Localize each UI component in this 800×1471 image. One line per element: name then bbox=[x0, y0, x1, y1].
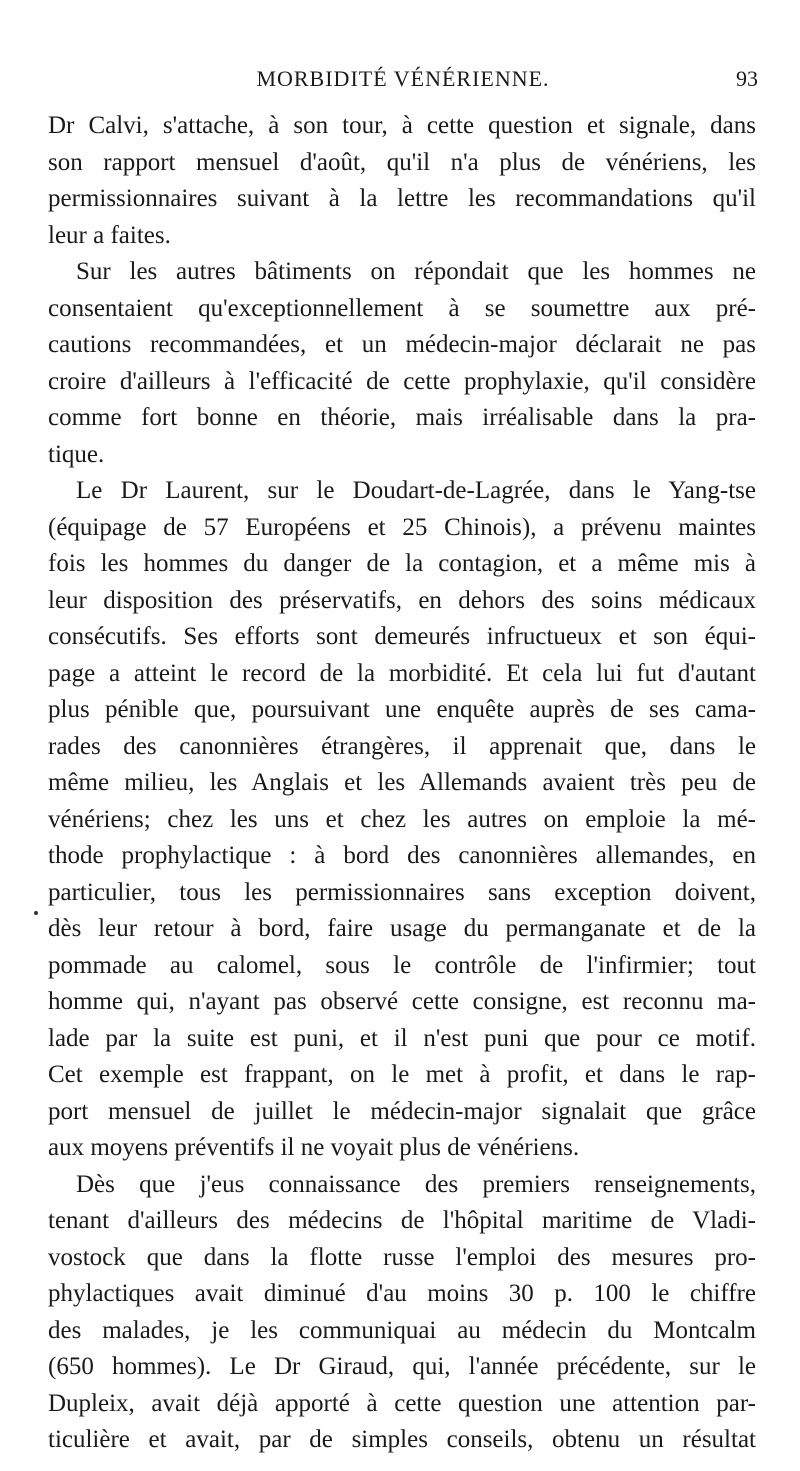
text-line: thode prophylactique : à bord des canonnières allemandes, en bbox=[48, 842, 756, 869]
text-line: pommade au calomel, sous le contrôle de l'infirmier; tout bbox=[48, 951, 756, 979]
text-line: fois les hommes du danger de la contagion, et a même mis à bbox=[48, 550, 756, 577]
text-line: vostock que dans la flotte russe l'emploi des mesures pro- bbox=[48, 1243, 756, 1271]
text-line: cautions recommandées, et un médecin-major déclarait ne pas bbox=[48, 331, 756, 358]
text-line: lade par la suite est puni, et il n'est puni que pour ce motif. bbox=[48, 1024, 756, 1052]
text-line: Cet exemple est frappant, on le met à profit, et dans le rap- bbox=[48, 1061, 756, 1088]
text-line: vénériens; chez les uns et chez les autres on emploie la mé- bbox=[48, 805, 756, 833]
text-line: homme qui, n'ayant pas observé cette consigne, est reconnu ma- bbox=[48, 988, 756, 1015]
text-line: port mensuel de juillet le médecin-major signalait que grâce bbox=[48, 1097, 756, 1125]
running-head bbox=[48, 66, 758, 96]
text-line: comme fort bonne en théorie, mais irréalisable dans la pra- bbox=[48, 404, 756, 431]
text-line: particulier, tous les permissionnaires sans exception doivent, bbox=[48, 878, 756, 906]
text-line: croire d'ailleurs à l'efficacité de cette prophylaxie, qu'il considère bbox=[48, 367, 756, 395]
body-text bbox=[48, 108, 756, 1459]
text-line: Dès que j'eus connaissance des premiers renseignements, bbox=[76, 1170, 756, 1198]
text-line: plus pénible que, poursuivant une enquête auprès de ses cama- bbox=[48, 696, 756, 723]
text-line: ticulière et avait, par de simples conseils, obtenu un résultat bbox=[48, 1426, 756, 1453]
text-line: Dupleix, avait déjà apporté à cette question une attention par- bbox=[48, 1389, 756, 1417]
text-line: rades des canonnières étrangères, il apprenait que, dans le bbox=[48, 732, 756, 760]
text-line: Le Dr Laurent, sur le Doudart-de-Lagrée, dans le Yang-tse bbox=[76, 477, 756, 504]
text-line: aux moyens préventifs il ne voyait plus de vénériens. bbox=[48, 1134, 580, 1161]
text-line: dès leur retour à bord, faire usage du permanganate et de la bbox=[48, 915, 756, 942]
text-line: phylactiques avait diminué d'au moins 30 p. 100 le chiffre bbox=[48, 1280, 756, 1307]
margin-mark bbox=[34, 911, 38, 915]
running-title: MORBIDITÉ VÉNÉRIENNE. bbox=[256, 66, 550, 91]
text-line: permissionnaires suivant à la lettre les recommandations qu'il bbox=[48, 185, 756, 212]
text-line: des malades, je les communiquai au médecin du Montcalm bbox=[48, 1316, 756, 1344]
page-number: 93 bbox=[736, 66, 758, 91]
text-line: tenant d'ailleurs des médecins de l'hôpital maritime de Vladi- bbox=[48, 1207, 756, 1234]
text-line: son rapport mensuel d'août, qu'il n'a plus de vénériens, les bbox=[48, 148, 756, 176]
text-line: page a atteint le record de la morbidité. Et cela lui fut d'autant bbox=[48, 659, 756, 687]
text-line: même milieu, les Anglais et les Allemands avaient très peu de bbox=[48, 769, 756, 796]
text-line: leur disposition des préservatifs, en dehors des soins médicaux bbox=[48, 586, 756, 614]
text-line: (650 hommes). Le Dr Giraud, qui, l'année précédente, sur le bbox=[48, 1353, 756, 1380]
text-line: tique. bbox=[48, 440, 105, 468]
text-line: consentaient qu'exceptionnellement à se soumettre aux pré- bbox=[48, 294, 756, 322]
text-line: consécutifs. Ses efforts sont demeurés infructueux et son équi- bbox=[48, 623, 756, 650]
text-line: Dr Calvi, s'attache, à son tour, à cette question et signale, dans bbox=[48, 112, 756, 139]
text-line: Sur les autres bâtiments on répondait que les hommes ne bbox=[76, 258, 756, 285]
text-line: (équipage de 57 Européens et 25 Chinois), a prévenu maintes bbox=[48, 513, 756, 541]
text-line: leur a faites. bbox=[48, 221, 171, 249]
